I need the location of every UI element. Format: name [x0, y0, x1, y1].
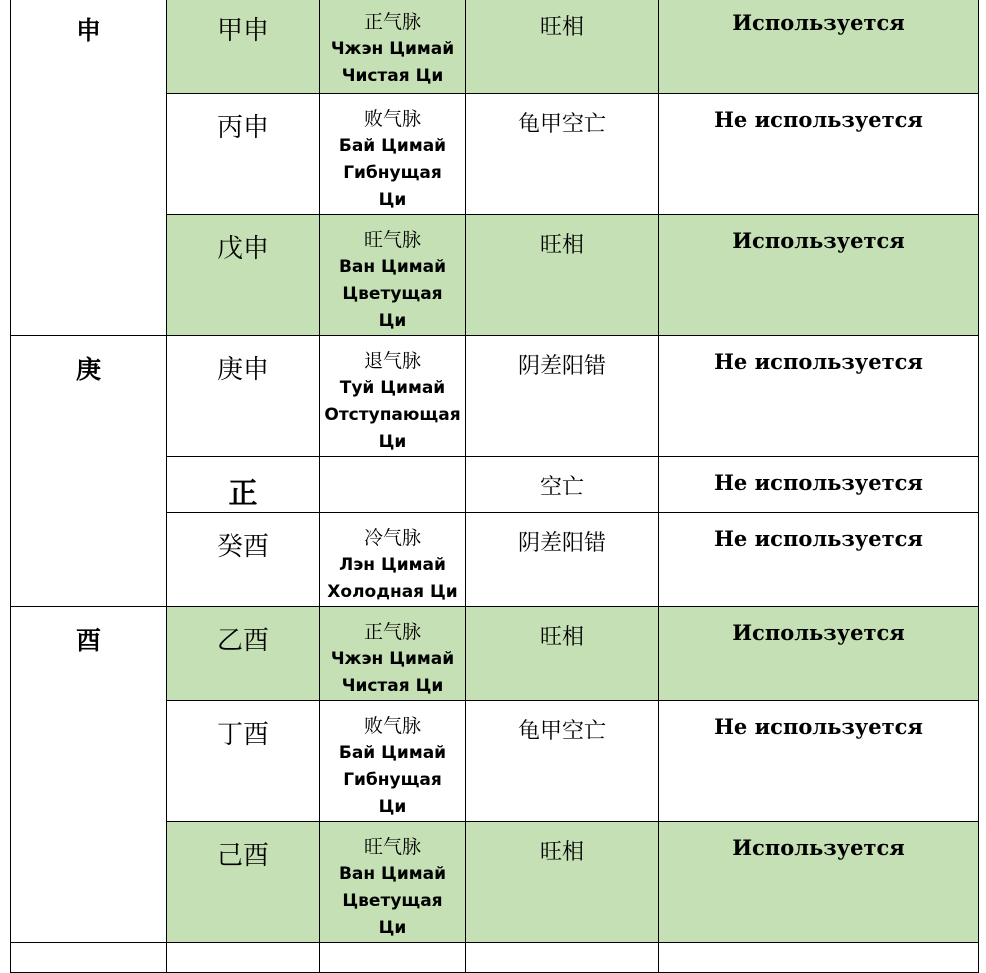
qi-vein-cell [320, 607, 466, 701]
stem-cell: 乙酉 [167, 607, 320, 701]
qi-vein-russian-line: Бай Цимай [338, 136, 447, 156]
qi-vein-chinese: 冷气脉 [363, 527, 421, 549]
qi-vein-russian-line: Чжэн Цимай [330, 39, 455, 59]
table-cell [659, 943, 979, 973]
qi-vein-russian-line: Ван Цимай [338, 864, 447, 884]
usage-cell: Не используется [659, 336, 979, 457]
branch-cell: 酉 [11, 607, 167, 943]
qi-vein-russian-line: Чистая Ци [341, 66, 444, 86]
status-cell: 旺相 [466, 215, 659, 336]
qi-vein-russian-line: Отступающая [324, 405, 461, 425]
table-cell [466, 943, 659, 973]
qi-vein-russian-line: Холодная Ци [327, 582, 458, 602]
status-cell: 旺相 [466, 607, 659, 701]
table-row [11, 0, 979, 94]
qi-vein-table [10, 0, 979, 973]
qi-vein-cell [320, 336, 466, 457]
stem-cell: 癸酉 [167, 513, 320, 607]
qi-vein-chinese: 退气脉 [363, 350, 421, 372]
usage-cell: Используется [659, 607, 979, 701]
status-cell: 阴差阳错 [466, 336, 659, 457]
status-cell: 空亡 [466, 457, 659, 513]
status-cell: 旺相 [466, 822, 659, 943]
stem-cell: 戊申 [167, 215, 320, 336]
qi-vein-russian-line: Ци [378, 311, 407, 331]
qi-vein-cell [320, 701, 466, 822]
qi-vein-russian-line: Ци [378, 918, 407, 938]
qi-vein-russian-line: Ци [378, 190, 407, 210]
stem-cell: 丁酉 [167, 701, 320, 822]
table-row [11, 943, 979, 973]
usage-cell: Используется [659, 215, 979, 336]
qi-vein-russian-line: Цветущая [342, 891, 443, 911]
table-cell [320, 943, 466, 973]
qi-vein-russian-line: Ци [378, 797, 407, 817]
qi-vein-cell [320, 94, 466, 215]
branch-cell: 申 [11, 0, 167, 336]
usage-cell: Не используется [659, 513, 979, 607]
usage-cell: Используется [659, 822, 979, 943]
usage-cell: Не используется [659, 457, 979, 513]
qi-vein-russian-line: Лэн Цимай [339, 555, 446, 575]
status-cell: 旺相 [466, 0, 659, 94]
branch-cell: 庚 [11, 336, 167, 607]
qi-vein-russian-line: Цветущая [342, 284, 443, 304]
stem-cell: 甲申 [167, 0, 320, 94]
qi-vein-cell [320, 215, 466, 336]
table-row [11, 336, 979, 457]
qi-vein-russian-line: Бай Цимай [338, 743, 447, 763]
qi-vein-chinese: 败气脉 [363, 108, 421, 130]
table-row [11, 607, 979, 701]
qi-vein-russian-line: Чистая Ци [341, 676, 444, 696]
qi-vein-chinese: 正气脉 [363, 621, 421, 643]
qi-vein-russian-line: Чжэн Цимай [330, 649, 455, 669]
status-cell: 龟甲空亡 [466, 94, 659, 215]
usage-cell: Не используется [659, 701, 979, 822]
qi-vein-russian-line: Гибнущая [343, 770, 442, 790]
stem-cell: 正 [167, 457, 320, 513]
qi-vein-russian-line: Ван Цимай [338, 257, 447, 277]
qi-vein-chinese: 旺气脉 [363, 229, 421, 251]
qi-vein-cell [320, 822, 466, 943]
qi-vein-russian-line: Гибнущая [343, 163, 442, 183]
qi-vein-cell [320, 457, 466, 513]
qi-vein-chinese: 旺气脉 [363, 836, 421, 858]
table-cell [11, 943, 167, 973]
usage-cell: Используется [659, 0, 979, 94]
qi-vein-russian-line: Ци [378, 432, 407, 452]
table-cell [167, 943, 320, 973]
qi-vein-russian-line: Туй Цимай [339, 378, 446, 398]
status-cell: 阴差阳错 [466, 513, 659, 607]
qi-vein-cell [320, 0, 466, 94]
usage-cell: Не используется [659, 94, 979, 215]
stem-cell: 丙申 [167, 94, 320, 215]
stem-cell: 己酉 [167, 822, 320, 943]
qi-vein-chinese: 正气脉 [363, 11, 421, 33]
status-cell: 龟甲空亡 [466, 701, 659, 822]
qi-vein-chinese: 败气脉 [363, 715, 421, 737]
stem-cell: 庚申 [167, 336, 320, 457]
qi-vein-cell [320, 513, 466, 607]
